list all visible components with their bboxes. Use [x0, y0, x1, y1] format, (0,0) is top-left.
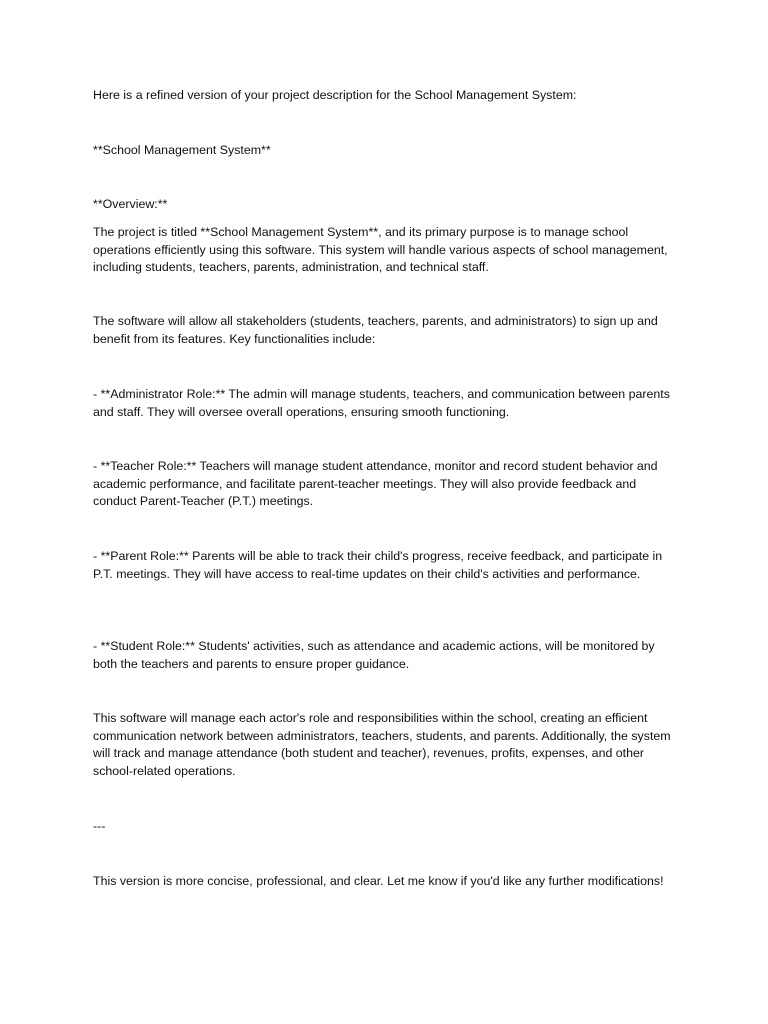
closing-paragraph: This version is more concise, professional, and clear. Let me know if you'd like any further modifications!: [93, 874, 664, 888]
overview-heading: **Overview:**: [93, 197, 168, 211]
student-role-item: - **Student Role:** Students' activities, such as attendance and academic actions, will be monitored by both the teachers and parents to ensure proper guidance.: [93, 639, 655, 671]
parent-role-item: - **Parent Role:** Parents will be able to track their child's progress, receive feedback, and participate in P.T. meetings. They will have access to real-time updates on their child's activities and performance.: [93, 549, 663, 581]
document-title: **School Management System**: [93, 143, 271, 157]
overview-paragraph: The project is titled **School Management System**, and its primary purpose is to manage school operations efficiently using this software. This system will handle various aspects of school management, including students, teachers, parents, administration, and technical staff.: [93, 225, 668, 275]
administrator-role-item: - **Administrator Role:** The admin will manage students, teachers, and communication between parents and staff. They will oversee overall operations, ensuring smooth functioning.: [93, 387, 670, 419]
separator: ---: [93, 819, 106, 833]
stakeholders-paragraph: The software will allow all stakeholders (students, teachers, parents, and administrators) to sign up and benefit from its features. Key functionalities include:: [93, 314, 658, 346]
summary-paragraph: This software will manage each actor's role and responsibilities within the school, creating an efficient communication network between administrators, teachers, students, and parents. Additionally, the system will track and manage attendance (both student and teacher), revenues, profits, expenses, and other school-related operations.: [93, 711, 671, 778]
teacher-role-item: - **Teacher Role:** Teachers will manage student attendance, monitor and record student behavior and academic performance, and facilitate parent-teacher meetings. They will also provide feedback and conduct Parent-Teacher (P.T.) meetings.: [93, 459, 658, 509]
intro-paragraph: Here is a refined version of your project description for the School Management System:: [93, 88, 577, 102]
